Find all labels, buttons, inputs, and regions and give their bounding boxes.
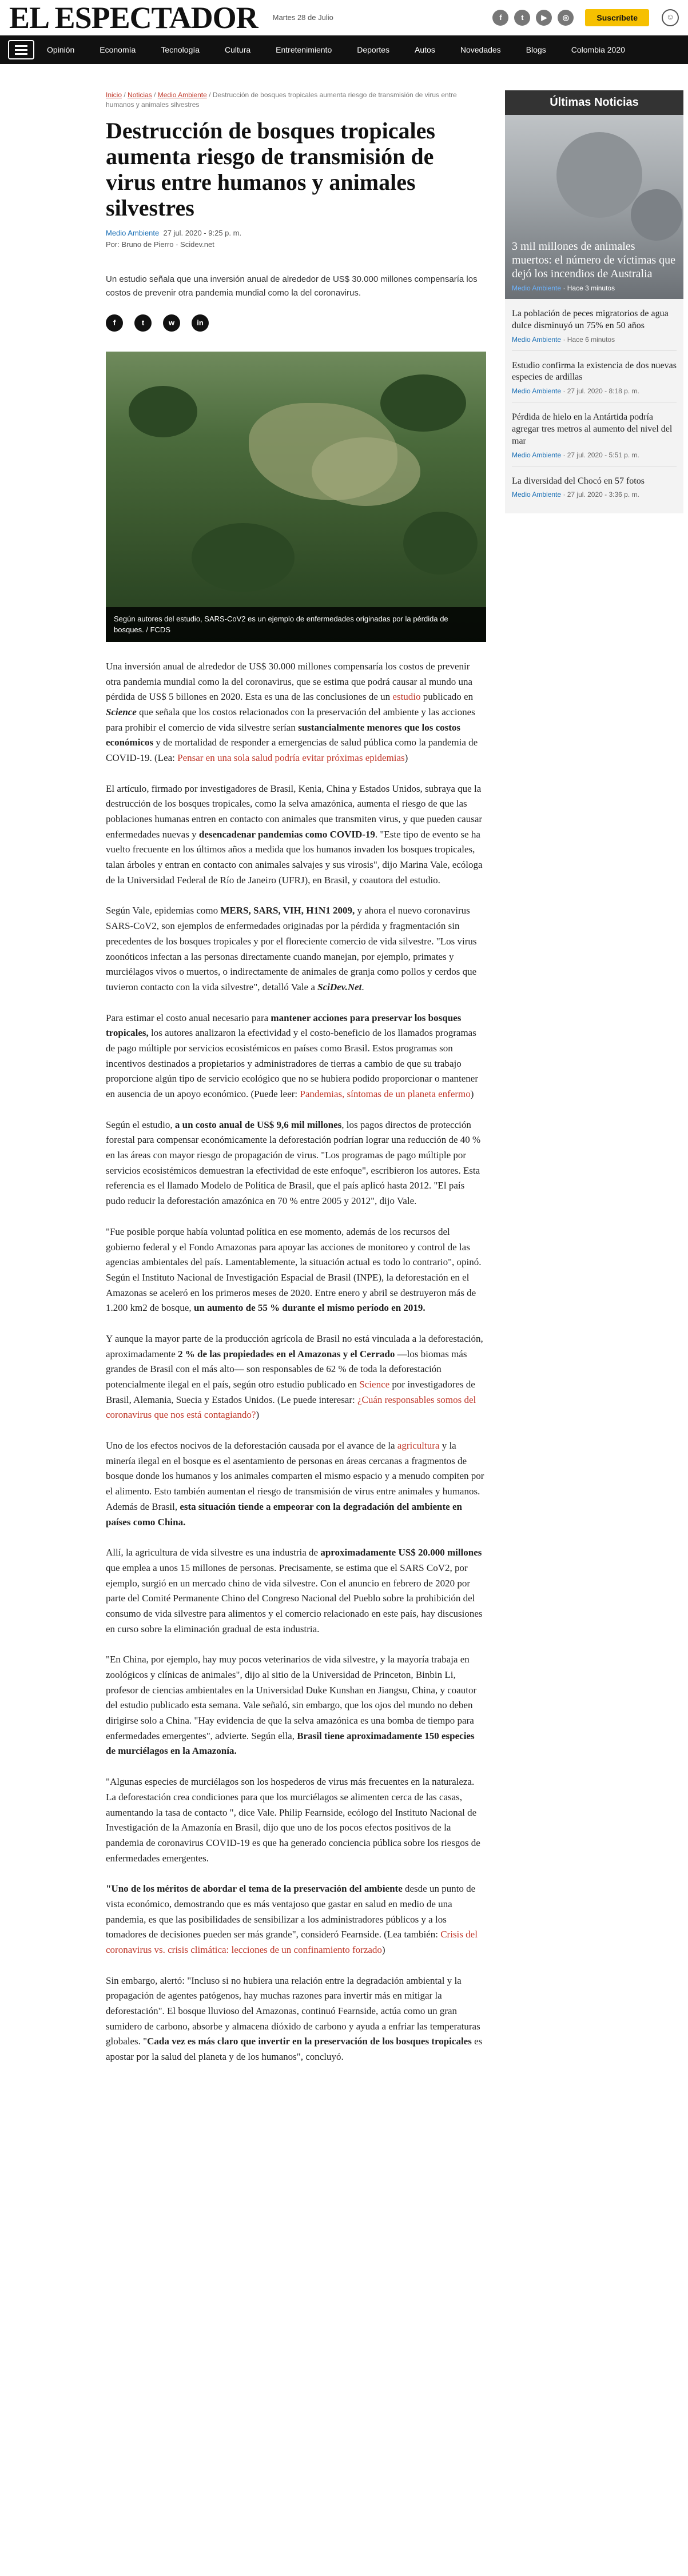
latest-news-title: Estudio confirma la existencia de dos nuevas especies de ardillas	[512, 360, 677, 382]
latest-news-hero[interactable]	[505, 115, 683, 299]
nav-item-autos[interactable]: Autos	[415, 45, 435, 54]
facebook-share-icon[interactable]: f	[106, 314, 123, 332]
linkedin-share-icon[interactable]: in	[192, 314, 209, 332]
image-tree	[380, 374, 466, 432]
nav-item-entretenimiento[interactable]: Entretenimiento	[276, 45, 332, 54]
top-header	[0, 0, 688, 35]
related-link[interactable]: Crisis del coronavirus vs. crisis climática: lecciones de un confinamiento forzado	[106, 1929, 478, 1956]
breadcrumb-section[interactable]: Medio Ambiente	[157, 91, 207, 99]
body-paragraph: "Algunas especies de murciélagos son los hospederos de virus más frecuentes en la naturaleza. La deforestación crea condiciones para que los murciélagos se alimenten cerca de las casas, aumentando la tasa de contacto ", dice Vale. Philip Fearnside, ecólogo del Instituto Nacional de Investigación de la Amazonía en Brasil, dijo que uno de los pocos efectos positivos de la pandemia de coronavirus COVID-19 es que ha generado conciencia pública sobre los riesgos de enfermedades emergentes.	[106, 1776, 480, 1864]
body-paragraph: El artículo, firmado por investigadores de Brasil, Kenia, China y Estados Unidos, subraya que la destrucción de los bosques tropicales, como la selva amazónica, aumenta el riesgo de que las poblaciones humanas entren en contacto con animales que transmiten virus, y que pueden causar enfermedades nuevas y desencadenar pandemias como COVID-19. "Este tipo de evento se ha vuelto frecuente en los últimos años a medida que los humanos invaden los bosques tropicales, talan árboles y entran en contacto con animales salvajes y sus virosis", dijo Marina Vale, ecóloga de la Universidad Federal de Río de Janeiro (UFRJ), en Brasil, y coautora del estudio.	[106, 783, 483, 886]
site-logo[interactable]: EL ESPECTADOR	[9, 0, 258, 35]
breadcrumb	[106, 90, 486, 110]
related-link[interactable]: ¿Cuán responsables somos del coronavirus que nos está contagiando?	[106, 1394, 476, 1421]
breadcrumb-sep: /	[206, 91, 213, 99]
latest-news-title: La diversidad del Chocó en 57 fotos	[512, 476, 645, 486]
hero-image-shape	[556, 132, 642, 218]
hero-text	[512, 240, 677, 292]
page-body	[0, 90, 688, 2080]
latest-news-title: Pérdida de hielo en la Antártida podría agregar tres metros al aumento del nivel del mar	[512, 412, 673, 446]
nav-item-economia[interactable]: Economía	[100, 45, 136, 54]
nav-item-deportes[interactable]: Deportes	[357, 45, 390, 54]
image-tree	[129, 386, 197, 437]
body-paragraph: "Uno de los méritos de abordar el tema de la preservación del ambiente desde un punto de vista económico, demostrando que es más ventajoso que gastar en salud en medio de una pandemia, es que las posibilidades de sensibilizar a los administradores públicos y a los tomadores de decisiones pueden ser más grande", consideró Fearnside. (Lea también: Crisis del coronavirus vs. crisis climática: lecciones de un confinamiento forzado)	[106, 1883, 478, 1956]
twitter-icon[interactable]: t	[514, 10, 530, 26]
whatsapp-share-icon[interactable]: w	[163, 314, 180, 332]
hero-meta: Medio Ambiente · Hace 3 minutos	[512, 284, 615, 292]
body-paragraph: Sin embargo, alertó: "Incluso si no hubiera una relación entre la degradación ambiental y la propagación de agentes patógenos, hay muchas razones para invertir más en mitigar la deforestación". El bosque lluvioso del Amazonas, continuó Fearnside, actúa como un gran sumidero de carbono, absorbe y almacena dióxido de carbono y ayuda a enfriar las temperaturas globales. "Cada vez es más claro que invertir en la preservación de los bosques tropicales es apostar por la salud del planeta y de los humanos", concluyó.	[106, 1975, 483, 2063]
share-bar	[106, 314, 486, 332]
header-date: Martes 28 de Julio	[272, 13, 333, 22]
latest-news-heading: Últimas Noticias	[505, 90, 683, 115]
latest-news-item[interactable]	[512, 402, 677, 466]
breadcrumb-noticias[interactable]: Noticias	[128, 91, 152, 99]
nav-item-opinion[interactable]: Opinión	[47, 45, 75, 54]
hero-image-shape	[631, 189, 682, 241]
nav-item-tecnologia[interactable]: Tecnología	[161, 45, 200, 54]
estudio-link[interactable]: estudio	[392, 691, 421, 703]
article-author: Por: Bruno de Pierro - Scidev.net	[106, 240, 214, 249]
article-lead: Un estudio señala que una inversión anual de alrededor de US$ 30.000 millones compensaría los costos de prevenir otra pandemia mundial como la del coronavirus.	[106, 274, 478, 298]
body-paragraph: Según el estudio, a un costo anual de US$ 9,6 mil millones, los pagos directos de protección forestal para compensar económicamente la deforestación podrían lograr una reducción de 40 % en las áreas con mayor riesgo de propagación de virus. "Los programas de pago múltiple por servicios ecosistémicos demuestran la efectividad de este enfoque", escribieron los autores. Esta referencia es el llamado Modelo de Política de Brasil, que el país aplicó hasta 2012. "El país pudo reducir la deforestación amazónica en 70 % entre 2005 y 2012", dijo Vale.	[106, 1119, 481, 1207]
article-section-link[interactable]: Medio Ambiente	[106, 229, 160, 238]
instagram-icon[interactable]: ◎	[558, 10, 574, 26]
image-tree	[403, 512, 478, 575]
image-caption: Según autores del estudio, SARS-CoV2 es un ejemplo de enfermedades originadas por la pérdida de bosques. / FCDS	[106, 607, 486, 641]
nav-item-colombia-2020[interactable]: Colombia 2020	[571, 45, 625, 54]
user-icon[interactable]: ☺	[662, 9, 679, 26]
latest-news-item[interactable]	[512, 466, 677, 506]
agricultura-link[interactable]: agricultura	[397, 1440, 440, 1452]
image-tree	[192, 523, 295, 592]
facebook-icon[interactable]: f	[492, 10, 508, 26]
body-paragraph: "En China, por ejemplo, hay muy pocos veterinarios de vida silvestre, y la mayoría trabaja en zoológicos y clínicas de animales", dijo al sitio de la Universidad de Princeton, Binbin Li, profesor de ciencias ambientales en la Universidad Duke Kunshan en Jiangsu, China, y coautor del estudio publicado esta semana. Vale señaló, sin embargo, que los ojos del mundo no deben dirigirse solo a China. "Hay evidencia de que la selva amazónica es una bomba de tiempo para enfermedades emergentes", advierte. Según ella, Brasil tiene aproximadamente 150 especies de murciélagos en la Amazonía.	[106, 1654, 477, 1757]
twitter-share-icon[interactable]: t	[134, 314, 152, 332]
body-paragraph: Para estimar el costo anual necesario para mantener acciones para preservar los bosques tropicales, los autores analizaron la efectividad y el costo-beneficio de los llamados programas de pago múltiple por servicios ecosistémicos en países como Brasil. Estos programas son incentivos destinados a propietarios y administradores de tierras a cambio de que su trabajo proporcione algún tipo de servicio ecológico que no se hubiera podido proporcionar o mantener en ausencia de un apoyo económico. (Puede leer: Pandemias, síntomas de un planeta enfermo)	[106, 1012, 478, 1100]
related-link[interactable]: Pensar en una sola salud podría evitar próximas epidemias	[177, 752, 405, 763]
latest-news-item[interactable]	[512, 299, 677, 351]
article	[106, 90, 486, 2080]
body-paragraph: Allí, la agricultura de vida silvestre es una industria de aproximadamente US$ 20.000 millones que emplea a unos 15 millones de personas. Precisamente, se estima que el SARS CoV2, por ejemplo, surgió en un mercado chino de vida silvestre. Con el anuncio en febrero de 2020 por parte del Comité Permanente Chino del Congreso Nacional del Pueblo sobre la prohibición del consumo de vida silvestre para alimentos y el comercio relacionado en este país, hay discusiones en curso sobre la eliminación gradual de esta industria.	[106, 1547, 483, 1634]
nav-item-blogs[interactable]: Blogs	[526, 45, 546, 54]
youtube-icon[interactable]: ▶	[536, 10, 552, 26]
latest-news-meta: Medio Ambiente · 27 jul. 2020 - 5:51 p. m.	[512, 450, 639, 459]
nav-item-novedades[interactable]: Novedades	[460, 45, 501, 54]
article-body	[106, 659, 486, 2065]
latest-news-list	[505, 299, 683, 513]
latest-news-meta: Medio Ambiente · Hace 6 minutos	[512, 335, 615, 344]
body-paragraph: Uno de los efectos nocivos de la deforestación causada por el avance de la agricultura y la minería ilegal en el bosque es el asentamiento de personas en áreas cercanas a fragmentos de bosque donde los humanos y los animales comparten el mismo espacio y a menudo compiten por el alimento. Esto también aumentan el riesgo de transmisión de virus entre animales y humanos. Además de Brasil, esta situación tiende a empeorar con la degradación del ambiente en países como China.	[106, 1440, 484, 1528]
subscribe-button[interactable]: Suscríbete	[585, 9, 649, 26]
header-actions	[492, 9, 679, 26]
main-nav	[0, 35, 688, 64]
breadcrumb-sep: /	[122, 91, 128, 99]
article-title: Destrucción de bosques tropicales aumenta riesgo de transmisión de virus entre humanos y animales silvestres	[106, 117, 435, 221]
image-clearing	[312, 437, 420, 506]
latest-news-meta: Medio Ambiente · 27 jul. 2020 - 8:18 p. m.	[512, 387, 639, 396]
nav-item-cultura[interactable]: Cultura	[225, 45, 251, 54]
body-paragraph: Una inversión anual de alrededor de US$ 30.000 millones compensaría los costos de prevenir otra pandemia mundial como la del coronavirus, que se estima que podrá causar al mundo una pérdida de US$ 5 billones en 2020. Esta es una de las conclusiones de un estudio publicado en Science que señala que los costos relacionados con la preservación del ambiente y las acciones para prohibir el comercio de vida silvestre serían sustancialmente menores que los costos económicos y de mortalidad de responder a emergencias de salud pública como la pandemia de COVID-19. (Lea: Pensar en una sola salud podría evitar próximas epidemias)	[106, 660, 478, 763]
breadcrumb-sep: /	[152, 91, 158, 99]
related-link[interactable]: Pandemias, síntomas de un planeta enfermo	[300, 1088, 471, 1100]
science-link[interactable]: Science	[359, 1379, 390, 1390]
article-date: 27 jul. 2020 - 9:25 p. m.	[163, 229, 242, 238]
body-paragraph: Según Vale, epidemias como MERS, SARS, VIH, H1N1 2009, y ahora el nuevo coronavirus SARS-CoV2, son ejemplos de enfermedades originadas por la pérdida y fragmentación sin precedentes de los bosques tropicales y por el floreciente comercio de vida silvestre. "Los virus zoonóticos infectan a las personas directamente cuando manejan, por ejemplo, primates y murciélagos vivos o muertos, o indirectamente de animales de granja como pollos y cerdos que tuvieron contacto con la vida silvestre", detalló Vale a SciDev.Net.	[106, 905, 477, 992]
latest-news-meta: Medio Ambiente · 27 jul. 2020 - 3:36 p. m.	[512, 491, 639, 499]
latest-news-title: La población de peces migratorios de agua dulce disminuyó un 75% en 50 años	[512, 309, 669, 330]
article-image	[106, 352, 486, 642]
menu-icon[interactable]	[8, 40, 34, 59]
article-meta	[106, 228, 486, 250]
body-paragraph: Y aunque la mayor parte de la producción agrícola de Brasil no está vinculada a la deforestación, aproximadamente 2 % de las propiedades en el Amazonas y el Cerrado —los biomas más grandes de Brasil con el más alto— son responsables de 62 % de toda la deforestación potencialmente ilegal en el país, según otro estudio publicado en Science por investigadores de Brasil, Alemania, Suecia y Estados Unidos. (Le puede interesar: ¿Cuán responsables somos del coronavirus que nos está contagiando?)	[106, 1333, 483, 1421]
body-paragraph: "Fue posible porque había voluntad política en ese momento, además de los recursos del gobierno federal y el Fondo Amazonas para apoyar las acciones de monitoreo y control de las agencias ambientales del país. Lamentablemente, la situación actual es todo lo contrario", opinó. Según el Instituto Nacional de Investigación Espacial de Brasil (INPE), la deforestación en el Amazonas se aceleró en los primeros meses de 2020. Entre enero y abril se destruyeron más de 1.200 km2 de bosque, un aumento de 55 % durante el mismo período en 2019.	[106, 1226, 482, 1314]
breadcrumb-inicio[interactable]: Inicio	[106, 91, 122, 99]
latest-news-sidebar	[505, 90, 683, 2080]
breadcrumb-current: Destrucción de bosques tropicales aumenta riesgo de transmisión de virus entre humanos y animales silvestres	[106, 91, 457, 109]
latest-news-item[interactable]	[512, 351, 677, 403]
hero-title: 3 mil millones de animales muertos: el número de víctimas que dejó los incendios de Australia	[512, 240, 676, 280]
